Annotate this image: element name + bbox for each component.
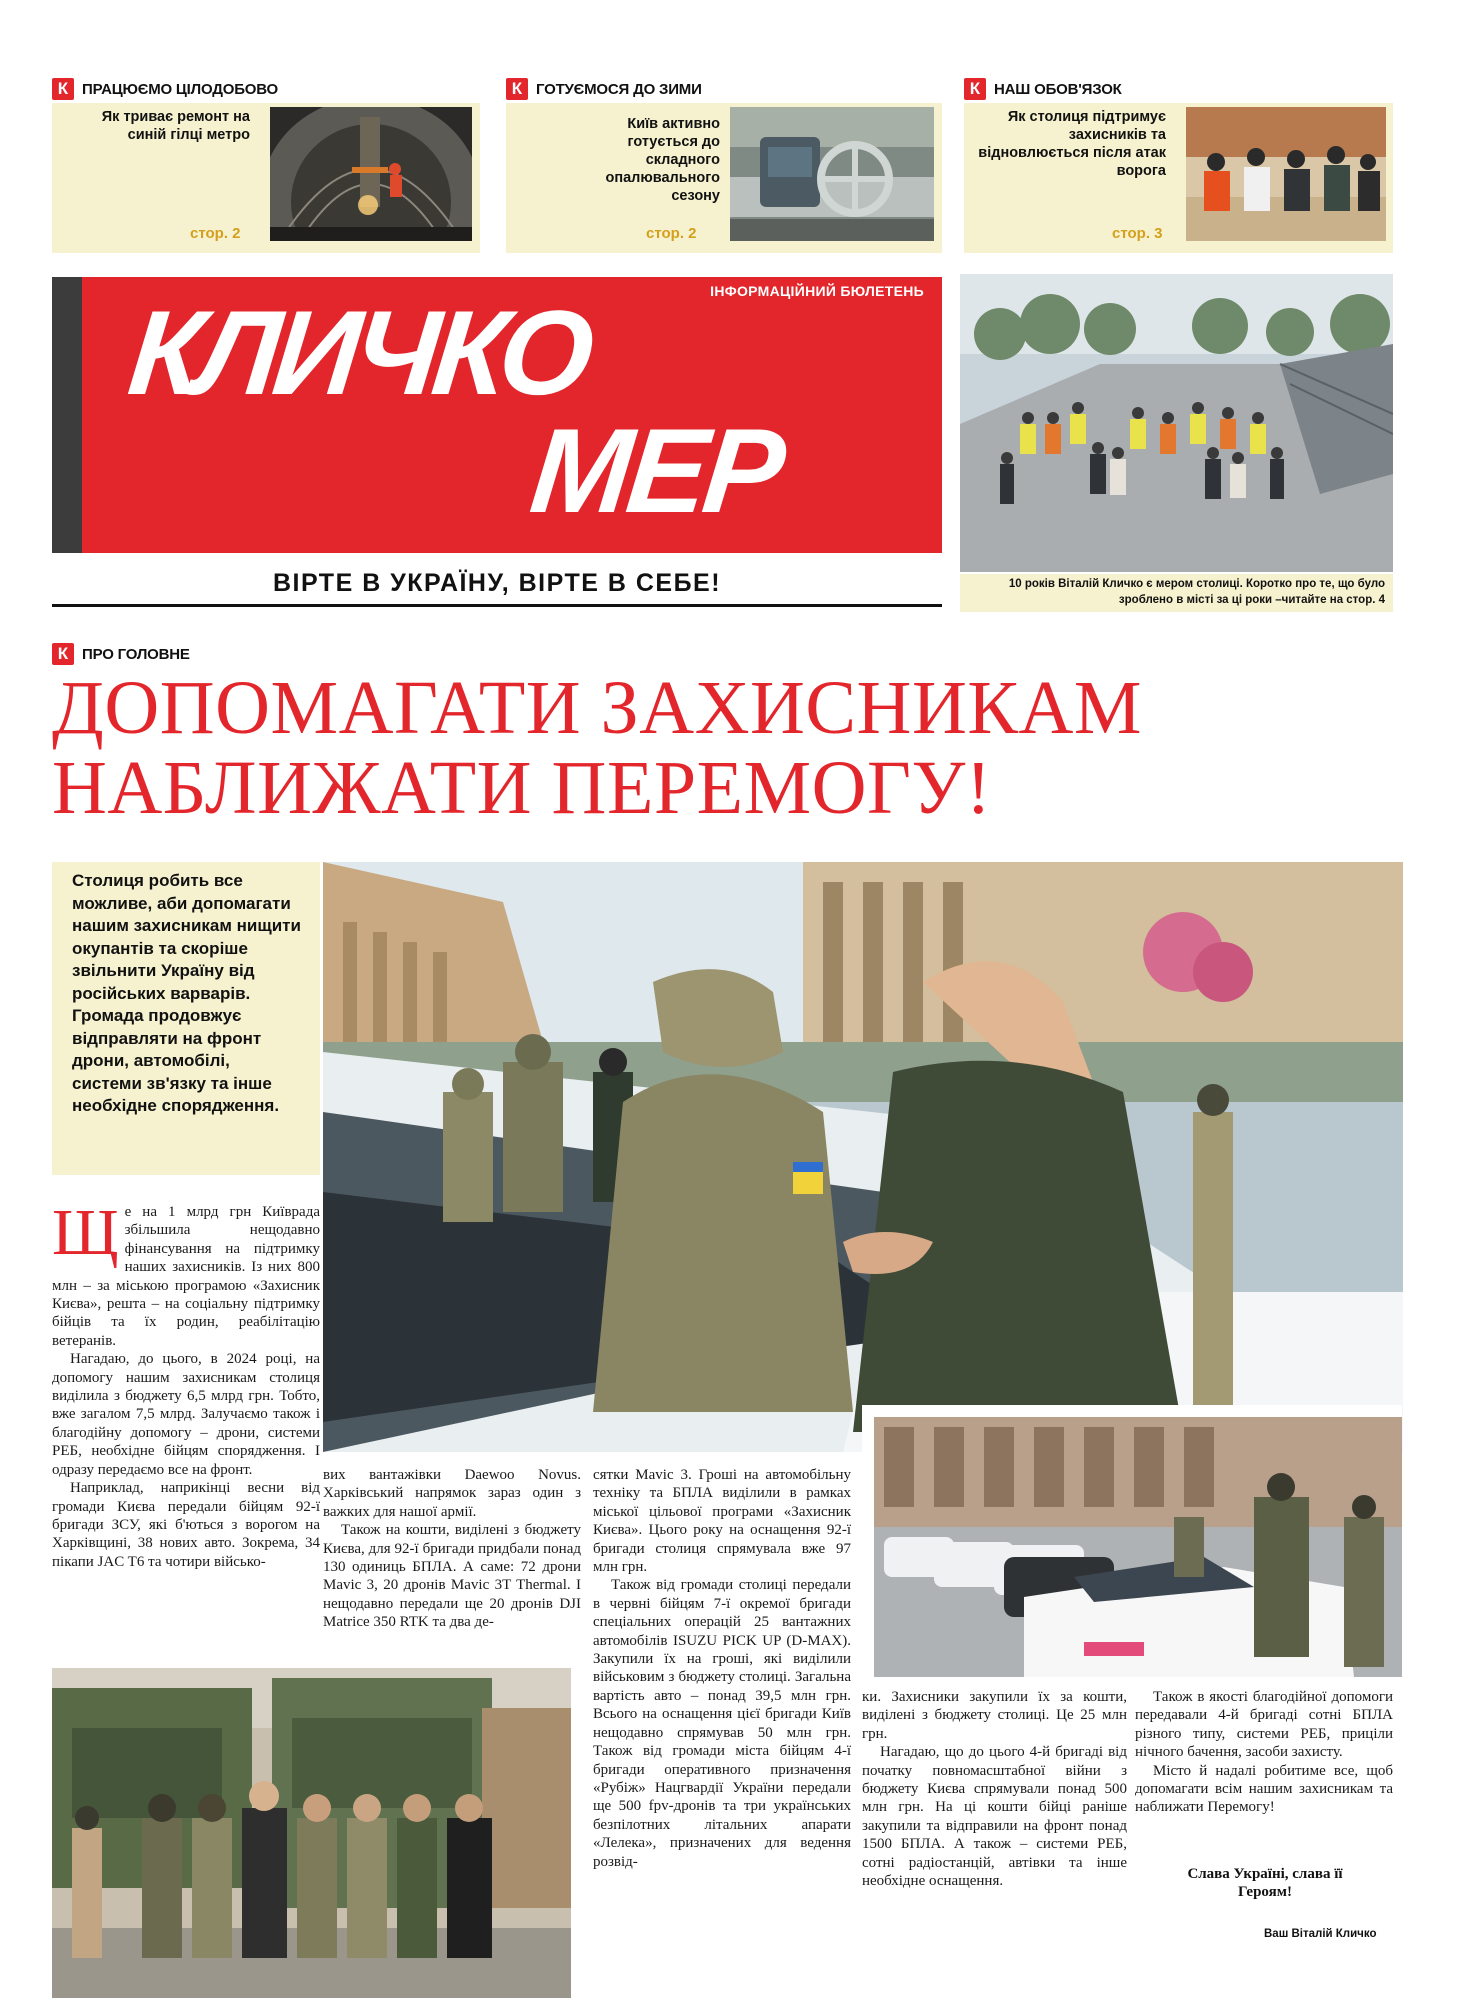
heating-valve-photo bbox=[730, 107, 934, 241]
teaser-text[interactable]: Як столиця підтримує захисників та відновлюється після атак ворога bbox=[978, 109, 1166, 179]
teaser-header bbox=[964, 78, 1122, 100]
main-handshake-photo bbox=[323, 862, 1403, 1452]
masthead-title-line2: МЕР bbox=[524, 404, 788, 538]
article-column-3 bbox=[593, 1466, 851, 1871]
article-column-2 bbox=[323, 1466, 581, 1632]
article-column-1 bbox=[52, 1196, 320, 1571]
k-logo-icon: К bbox=[506, 78, 528, 100]
masthead-side-bar bbox=[52, 277, 82, 553]
headline-line-2: НАБЛИЖАТИ ПЕРЕМОГУ! bbox=[52, 746, 992, 830]
paragraph: Також в якості благодійної допомоги передавали 4-й бригаді сотні БПЛА різного типу, системи РЕБ, приціли нічного бачення, засоби захисту. bbox=[1135, 1689, 1393, 1761]
trucks-group-photo bbox=[52, 1668, 571, 1998]
teaser-header bbox=[506, 78, 702, 100]
paragraph: Нагадаю, до цього, в 2024 році, на допомогу нашим захисникам столиця виділила з бюджету 6,5 млрд грн. Тобто, вже загалом 7,5 млрд. Залучаємо також і благодійну допомогу – дрони, системи РЕБ, необхідне бійцям спорядження. І одразу передаємо все на фронт. bbox=[52, 1351, 320, 1478]
dropcap: Щ bbox=[52, 1196, 119, 1269]
article-lead: Столиця робить все можливе, аби допомагати нашим захисникам нищити окупантів та скоріше звільнити Україну від російських варварів. Громада продовжує відправляти на фронт дрони, автомобілі, системи зв'язку та інше необхідне спорядження. bbox=[72, 871, 301, 1115]
headline-line-1: ДОПОМАГАТИ ЗАХИСНИКАМ bbox=[52, 666, 1142, 750]
veterans-meeting-photo bbox=[1186, 107, 1386, 241]
metro-tunnel-photo bbox=[270, 107, 472, 241]
paragraph: вих вантажівки Daewoo Novus. Харківський напрямок зараз один з важких для нашої армії. bbox=[323, 1467, 581, 1520]
k-logo-icon: К bbox=[964, 78, 986, 100]
paragraph: ки. Захисники закупили їх за кошти, виділені з бюджету столиці. Це 25 млн грн. bbox=[862, 1689, 1127, 1742]
masthead-subtitle: ІНФОРМАЦІЙНИЙ БЮЛЕТЕНЬ bbox=[710, 283, 924, 299]
k-logo-icon: К bbox=[52, 78, 74, 100]
divider bbox=[52, 604, 942, 607]
paragraph: Наприклад, наприкінці весни від громади Києва передали бійцям 92-ї бригади ЗСУ, які б'ються з ворогом на Харківщині, 38 нових авто. Зокрема, 34 пікапи JAC T6 та чотири військо- bbox=[52, 1480, 320, 1570]
teaser-page-ref: стор. 3 bbox=[1112, 225, 1163, 242]
cars-handover-photo bbox=[862, 1405, 1402, 1677]
k-logo-icon: К bbox=[52, 643, 74, 665]
teaser-page-ref: стор. 2 bbox=[190, 225, 241, 242]
masthead-title-line1: КЛИЧКО bbox=[122, 286, 595, 420]
article-headline bbox=[52, 668, 1402, 828]
teaser-section-label: НАШ ОБОВ'ЯЗОК bbox=[994, 80, 1122, 98]
article-column-5 bbox=[1135, 1688, 1393, 1817]
masthead-slogan: ВІРТЕ В УКРАЇНУ, ВІРТЕ В СЕБЕ! bbox=[272, 569, 722, 597]
photo-caption[interactable]: 10 років Віталій Кличко є мером столиці. Коротко про те, що було зроблено в місті за ці роки –читайте на стор. 4 bbox=[1008, 578, 1385, 606]
article-column-4 bbox=[862, 1688, 1127, 1890]
paragraph: Також на кошти, виділені з бюджету Києва, для 92-ї бригади придбали понад 130 одиниць БПЛА. А саме: 72 дрони Mavic 3, 20 дронів Mavic 3T Thermal. І нещодавно передали ще 20 дронів DJI Matrice 350 RTK та два де- bbox=[323, 1522, 581, 1631]
paragraph: е на 1 млрд грн Київрада збільшила нещодавно фінансування на підтримку наших захисників. Із них 800 млн – за міською програмою «Захисник Києва», решта – на соціальну підтримку бійців та їх родин, реабілітацію ветеранів. bbox=[52, 1204, 320, 1349]
teaser-header bbox=[52, 78, 278, 100]
paragraph: Нагадаю, що до цього 4-й бригаді від початку повномасштабної війни з бюджету Києва спрямували понад 500 млн грн. На ці кошти бійці раніше закупили та відправили на фронт понад 1500 БПЛА. А також – системи РЕБ, сотні радіостанцій, автівки та інше необхідне оснащення. bbox=[862, 1744, 1127, 1890]
photo-caption-box bbox=[960, 574, 1393, 612]
group-bridge-photo bbox=[960, 274, 1393, 572]
teaser-page-ref: стор. 2 bbox=[646, 225, 697, 242]
paragraph: Також від громади столиці передали в червні бійцям 7-ї окремої бригади спеціальних операцій 25 вантажних автомобілів ISUZU PICK UP (D-MAX). Закупили їх на гроші, які виділили військовим з бюджету столиці. Загальна вартість авто – понад 39,5 млн грн. Всього на оснащення цієї бригади Київ нещодавно спрямував 50 млн грн. Також від громади міста бійцям 4-ї бригади оперативного призначення «Рубіж» Нацгвардії України передали ще 500 fpv-дронів та три українських безпілотних літальних апарати «Лелека», призначених для ведення розвід- bbox=[593, 1577, 851, 1870]
teaser-text[interactable]: Київ активно готується до складного опалювального сезону bbox=[605, 116, 720, 204]
section-title: ПРО ГОЛОВНЕ bbox=[82, 645, 190, 663]
author-signature: Ваш Віталій Кличко bbox=[1264, 1928, 1377, 1940]
teaser-section-label: ГОТУЄМОСЯ ДО ЗИМИ bbox=[536, 80, 702, 98]
teaser-text[interactable]: Як триває ремонт на синій гілці метро bbox=[101, 109, 250, 143]
teaser-section-label: ПРАЦЮЄМО ЦІЛОДОБОВО bbox=[82, 80, 278, 98]
masthead bbox=[52, 277, 942, 553]
paragraph: Місто й надалі робитиме все, щоб допомагати всім нашим захисникам та наближати Перемогу! bbox=[1135, 1762, 1393, 1816]
section-label bbox=[52, 643, 190, 665]
closing-phrase: Слава Україні, слава її Героям! bbox=[1187, 1866, 1343, 1900]
paragraph: сятки Mavic 3. Гроші на автомобільну техніку та БПЛА виділили в рамках міської цільової програми «Захисник Києва». Цього року на оснащення 92-ї бригади столиця спрямувала вже 97 млн грн. bbox=[593, 1467, 851, 1576]
